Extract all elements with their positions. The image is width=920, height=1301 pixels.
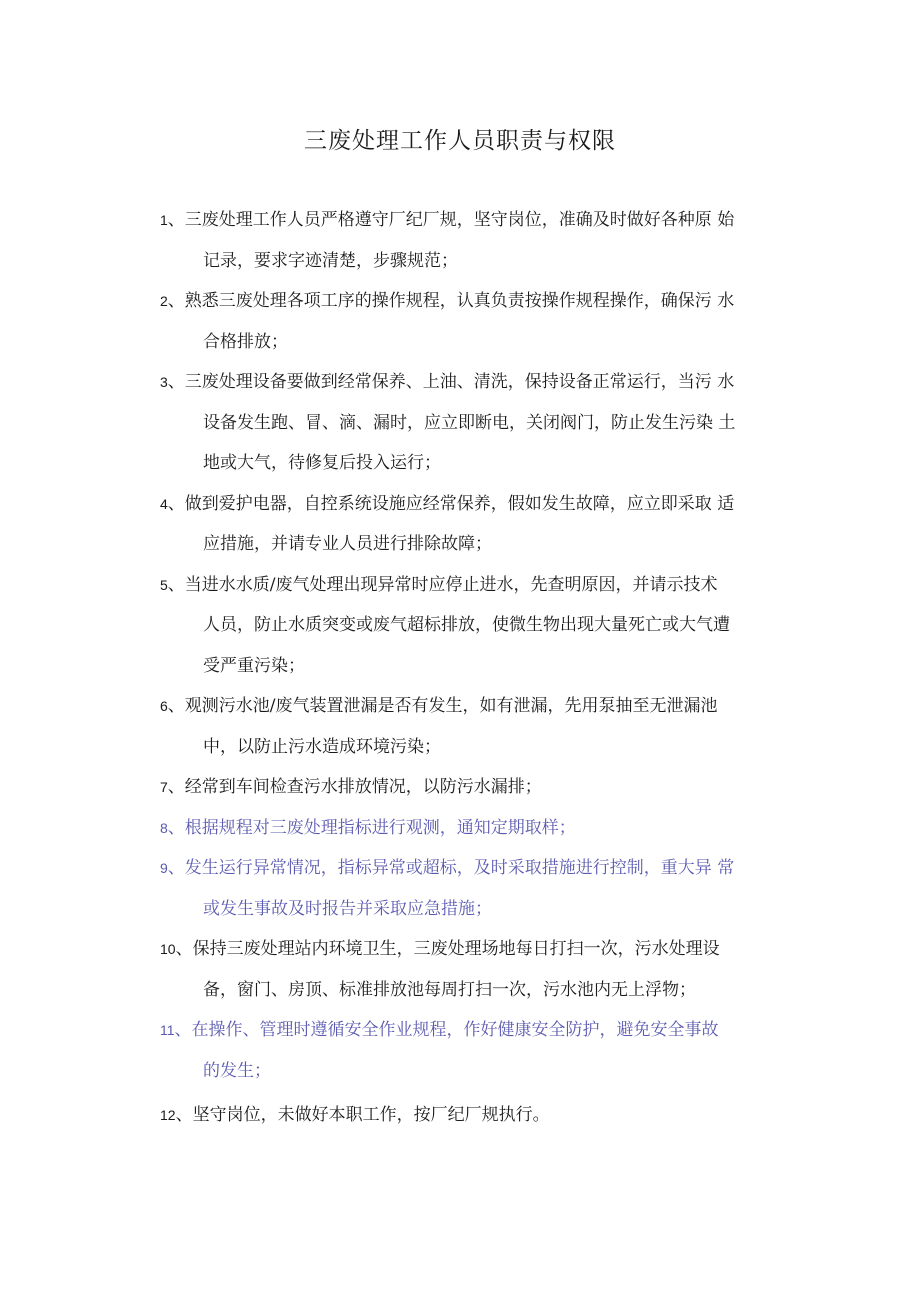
list-item (160, 1095, 790, 1136)
item-continuation-line: 合格排放； (203, 331, 288, 352)
item-separator: 、 (175, 1105, 193, 1125)
item-separator: 、 (167, 372, 185, 392)
item-continuation-line: 地或大气，待修复后投入运行； (203, 453, 441, 473)
item-separator: 、 (167, 210, 185, 230)
item-continuation-line: 记录，要求字迹清楚，步骤规范； (203, 250, 458, 271)
item-text: 经常到车间检查污水排放情况，以防污水漏排； (184, 777, 542, 797)
list-item (160, 686, 790, 767)
item-separator: 、 (167, 696, 185, 716)
item-first-line (160, 362, 790, 403)
item-first-line (160, 929, 790, 970)
item-number: 4 (160, 495, 168, 512)
item-first-line (160, 1095, 790, 1136)
item-number: 11 (160, 1022, 175, 1038)
item-first-line (160, 484, 790, 525)
list-item (160, 200, 790, 281)
item-number: 8 (160, 819, 168, 836)
item-text: 保持三废处理站内环境卫生，三废处理场地每日打扫一次，污水处理设 (192, 939, 720, 959)
item-number: 10 (160, 941, 176, 957)
item-text: 三废处理设备要做到经常保养、上油、清洗，保持设备正常运行，当污 水 (184, 372, 735, 392)
page-title: 三废处理工作人员职责与权限 (304, 128, 616, 154)
item-number: 5 (160, 576, 168, 593)
item-number: 12 (160, 1107, 176, 1123)
item-separator: 、 (167, 493, 185, 514)
item-separator: 、 (167, 291, 185, 311)
item-continuation-line: 人员，防止水质突变或废气超标排放，使微生物出现大量死亡或大气遭 (203, 615, 730, 635)
item-separator: 、 (167, 817, 185, 838)
item-first-line (160, 281, 790, 322)
item-first-line (160, 1010, 790, 1051)
responsibility-list (160, 200, 790, 1136)
item-separator: 、 (167, 574, 185, 595)
item-text: 发生运行异常情况，指标异常或超标，及时采取措施进行控制，重大异 常 (184, 858, 735, 878)
item-continuation-line: 中，以防止污水造成环境污染； (203, 736, 441, 757)
item-separator: 、 (167, 858, 185, 878)
item-text: 三废处理工作人员严格遵守厂纪厂规，坚守岗位，准确及时做好各种原 始 (184, 210, 735, 230)
item-continuation-line: 的发生； (203, 1060, 271, 1081)
item-first-line (160, 565, 790, 606)
list-item (160, 362, 790, 484)
item-text: 在操作、管理时遵循安全作业规程，作好健康安全防护，避免安全事故 (191, 1020, 719, 1040)
item-number: 6 (160, 698, 168, 714)
item-separator: 、 (175, 939, 193, 959)
item-number: 2 (160, 293, 168, 309)
item-first-line (160, 767, 790, 808)
item-separator: 、 (167, 777, 185, 797)
item-number: 9 (160, 860, 168, 876)
item-text: 坚守岗位，未做好本职工作，按厂纪厂规执行。 (192, 1105, 550, 1125)
item-first-line (160, 200, 790, 241)
list-item (160, 484, 790, 565)
item-text: 当进水水质/废气处理出现异常时应停止进水，先查明原因，并请示技术 (184, 574, 718, 595)
item-number: 3 (160, 374, 168, 390)
item-continuation-line: 受严重污染； (203, 655, 305, 676)
item-continuation-line: 备，窗门、房顶、标准排放池每周打扫一次，污水池内无上浮物； (203, 979, 696, 1000)
item-text: 观测污水池/废气装置泄漏是否有发生，如有泄漏，先用泵抽至无泄漏池 (184, 696, 718, 716)
item-number: 7 (160, 779, 168, 795)
item-text: 熟悉三废处理各项工序的操作规程，认真负责按操作规程操作，确保污 水 (184, 291, 735, 311)
item-text: 做到爱护电器，自控系统设施应经常保养，假如发生故障，应立即采取 适 (184, 493, 735, 514)
list-item (160, 848, 790, 929)
list-item (160, 929, 790, 1010)
item-first-line (160, 808, 790, 849)
item-continuation-line: 设备发生跑、冒、滴、漏时，应立即断电，关闭阀门，防止发生污染 土 (203, 412, 736, 433)
item-text: 根据规程对三废处理指标进行观测，通知定期取样； (184, 817, 576, 838)
item-first-line (160, 848, 790, 889)
list-item (160, 767, 790, 808)
item-first-line (160, 686, 790, 727)
list-item (160, 1010, 790, 1091)
list-item (160, 808, 790, 849)
item-continuation-line: 应措施，并请专业人员进行排除故障； (203, 534, 492, 554)
list-item (160, 281, 790, 362)
item-number: 1 (160, 212, 168, 228)
item-separator: 、 (174, 1020, 192, 1040)
item-continuation-line: 或发生事故及时报告并采取应急措施； (203, 898, 492, 919)
list-item (160, 565, 790, 687)
